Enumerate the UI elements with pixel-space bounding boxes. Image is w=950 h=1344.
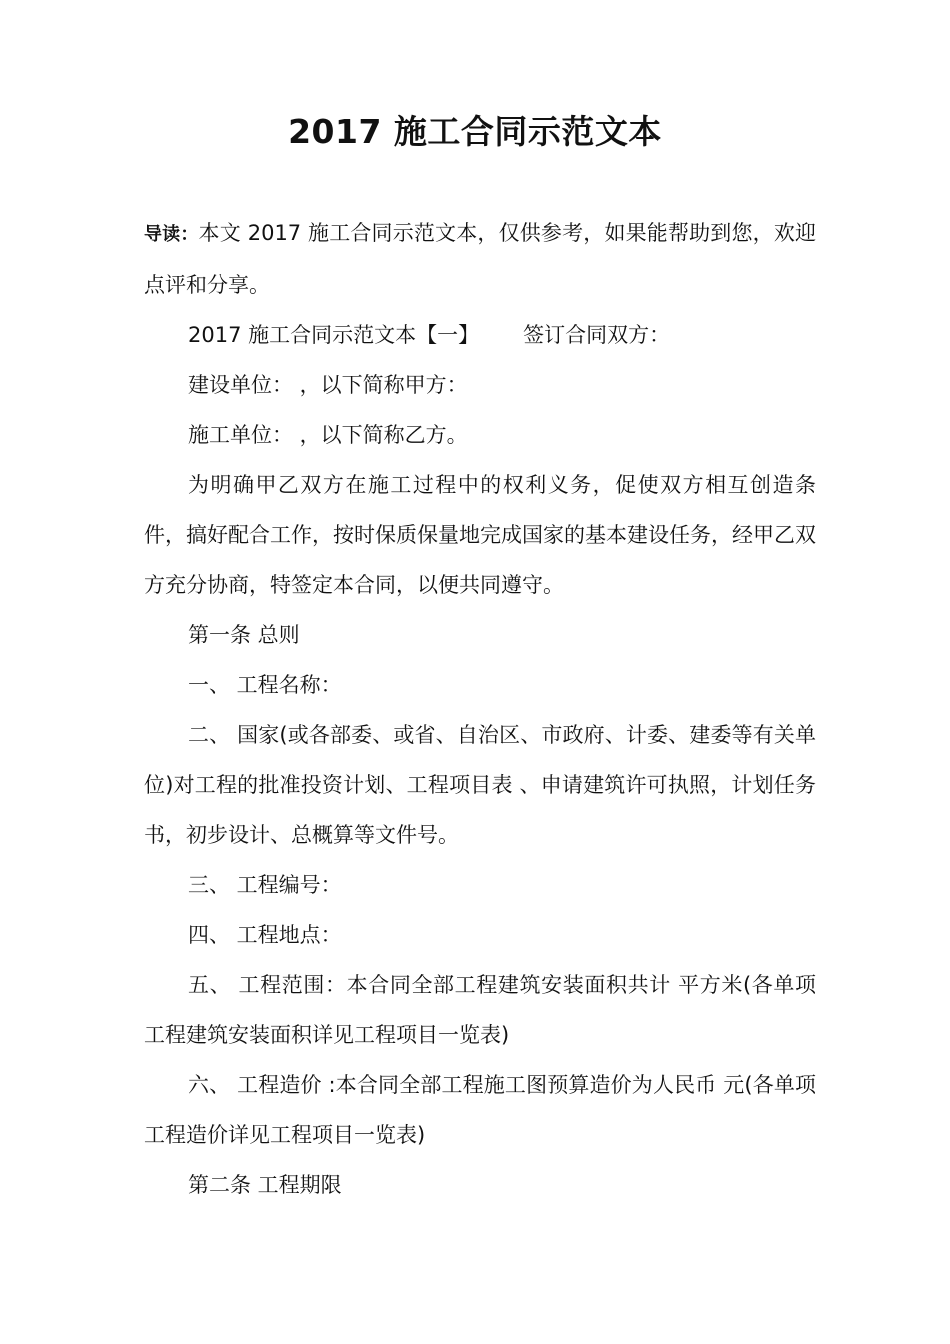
document-title: 2017 施工合同示范文本 — [288, 112, 662, 151]
clause-2-approval-documents: 二、 国家(或各部委、或省、自治区、市政府、计委、建委等有关单位)对工程的批准投资计划、工程项目表 、申请建筑许可执照，计划任务书，初步设计、总概算等文件号。 — [144, 723, 816, 847]
clause-5-project-scope: 五、 工程范围：本合同全部工程建筑安装面积共计 平方米(各单项工程建筑安装面积详见工程项目一览表) — [144, 973, 816, 1047]
intro-paragraph — [144, 208, 816, 310]
article-1-heading: 第一条 总则 — [188, 623, 300, 647]
clause-6-project-cost: 六、 工程造价 :本合同全部工程施工图预算造价为人民币 元(各单项工程造价详见工程项目一览表) — [144, 1073, 816, 1147]
document-body — [144, 208, 816, 1210]
section-heading — [144, 310, 816, 360]
article-2-heading: 第二条 工程期限 — [188, 1173, 342, 1197]
clause-3-project-number: 三、 工程编号： — [188, 873, 342, 897]
clause-4-project-location: 四、 工程地点： — [188, 923, 342, 947]
purpose-paragraph: 为明确甲乙双方在施工过程中的权利义务，促使双方相互创造条件，搞好配合工作，按时保质保量地完成国家的基本建设任务，经甲乙双方充分协商，特签定本合同，以便共同遵守。 — [144, 473, 816, 597]
party-a-line: 建设单位： ，以下简称甲方： — [188, 373, 468, 397]
party-b-line: 施工单位： ，以下简称乙方。 — [188, 423, 468, 447]
intro-label: 导读： — [144, 224, 199, 245]
clause-1-project-name: 一、 工程名称： — [188, 673, 342, 697]
intro-text: 本文 2017 施工合同示范文本，仅供参考，如果能帮助到您，欢迎点评和分享。 — [144, 221, 817, 297]
section-heading-right: 签订合同双方： — [523, 323, 671, 347]
section-heading-left: 2017 施工合同示范文本【一】 — [188, 323, 480, 347]
